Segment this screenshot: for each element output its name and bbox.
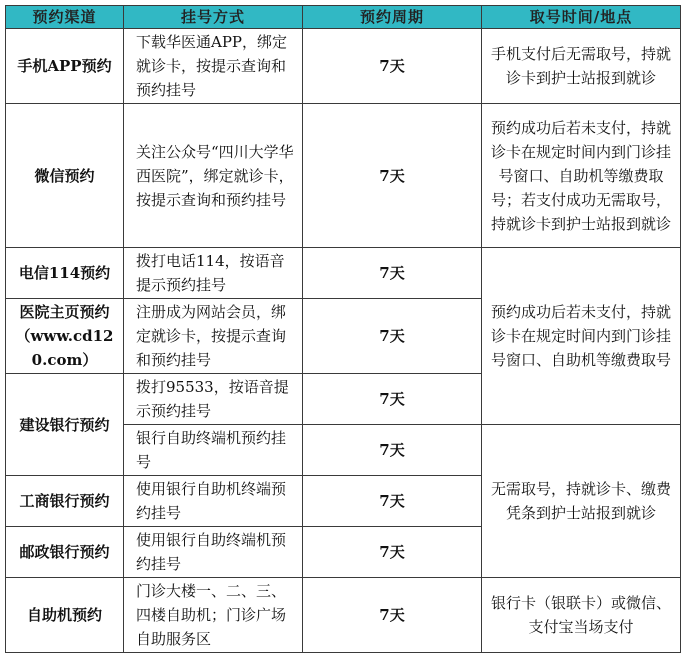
header-pickup: 取号时间/地点 xyxy=(482,6,681,29)
period-cell: 7天 xyxy=(303,248,482,299)
channel-cell: 手机APP预约 xyxy=(6,29,124,104)
method-cell: 拨打95533，按语音提示预约挂号 xyxy=(124,374,303,425)
period-cell: 7天 xyxy=(303,29,482,104)
header-channel: 预约渠道 xyxy=(6,6,124,29)
method-cell: 关注公众号“四川大学华西医院”，绑定就诊卡，按提示查询和预约挂号 xyxy=(124,104,303,248)
channel-cell: 邮政银行预约 xyxy=(6,527,124,578)
channel-cell: 医院主页预约（www.cd120.com） xyxy=(6,299,124,374)
method-cell: 门诊大楼一、二、三、四楼自助机；门诊广场自助服务区 xyxy=(124,578,303,653)
appointment-table xyxy=(5,5,681,653)
pickup-cell: 手机支付后无需取号，持就诊卡到护士站报到就诊 xyxy=(482,29,681,104)
method-cell: 银行自助终端机预约挂号 xyxy=(124,425,303,476)
period-cell: 7天 xyxy=(303,578,482,653)
method-cell: 使用银行自助终端机预约挂号 xyxy=(124,527,303,578)
pickup-cell: 无需取号，持就诊卡、缴费凭条到护士站报到就诊 xyxy=(482,425,681,578)
period-cell: 7天 xyxy=(303,374,482,425)
channel-cell: 工商银行预约 xyxy=(6,476,124,527)
pickup-cell: 预约成功后若未支付，持就诊卡在规定时间内到门诊挂号窗口、自助机等缴费取号；若支付成功无需取号，持就诊卡到护士站报到就诊 xyxy=(482,104,681,248)
period-cell: 7天 xyxy=(303,527,482,578)
table-header-row xyxy=(6,6,681,29)
table-row xyxy=(6,104,681,248)
table-row xyxy=(6,29,681,104)
channel-cell: 自助机预约 xyxy=(6,578,124,653)
period-cell: 7天 xyxy=(303,299,482,374)
table-row xyxy=(6,578,681,653)
method-cell: 下载华医通APP，绑定就诊卡，按提示查询和预约挂号 xyxy=(124,29,303,104)
period-cell: 7天 xyxy=(303,476,482,527)
method-cell: 使用银行自助机终端预约挂号 xyxy=(124,476,303,527)
table-row xyxy=(6,248,681,299)
header-method: 挂号方式 xyxy=(124,6,303,29)
pickup-cell: 预约成功后若未支付，持就诊卡在规定时间内到门诊挂号窗口、自助机等缴费取号 xyxy=(482,248,681,425)
period-cell: 7天 xyxy=(303,104,482,248)
method-cell: 注册成为网站会员，绑定就诊卡，按提示查询和预约挂号 xyxy=(124,299,303,374)
channel-cell: 微信预约 xyxy=(6,104,124,248)
pickup-cell: 银行卡（银联卡）或微信、支付宝当场支付 xyxy=(482,578,681,653)
header-period: 预约周期 xyxy=(303,6,482,29)
channel-cell: 建设银行预约 xyxy=(6,374,124,476)
channel-cell: 电信114预约 xyxy=(6,248,124,299)
period-cell: 7天 xyxy=(303,425,482,476)
method-cell: 拨打电话114，按语音提示预约挂号 xyxy=(124,248,303,299)
